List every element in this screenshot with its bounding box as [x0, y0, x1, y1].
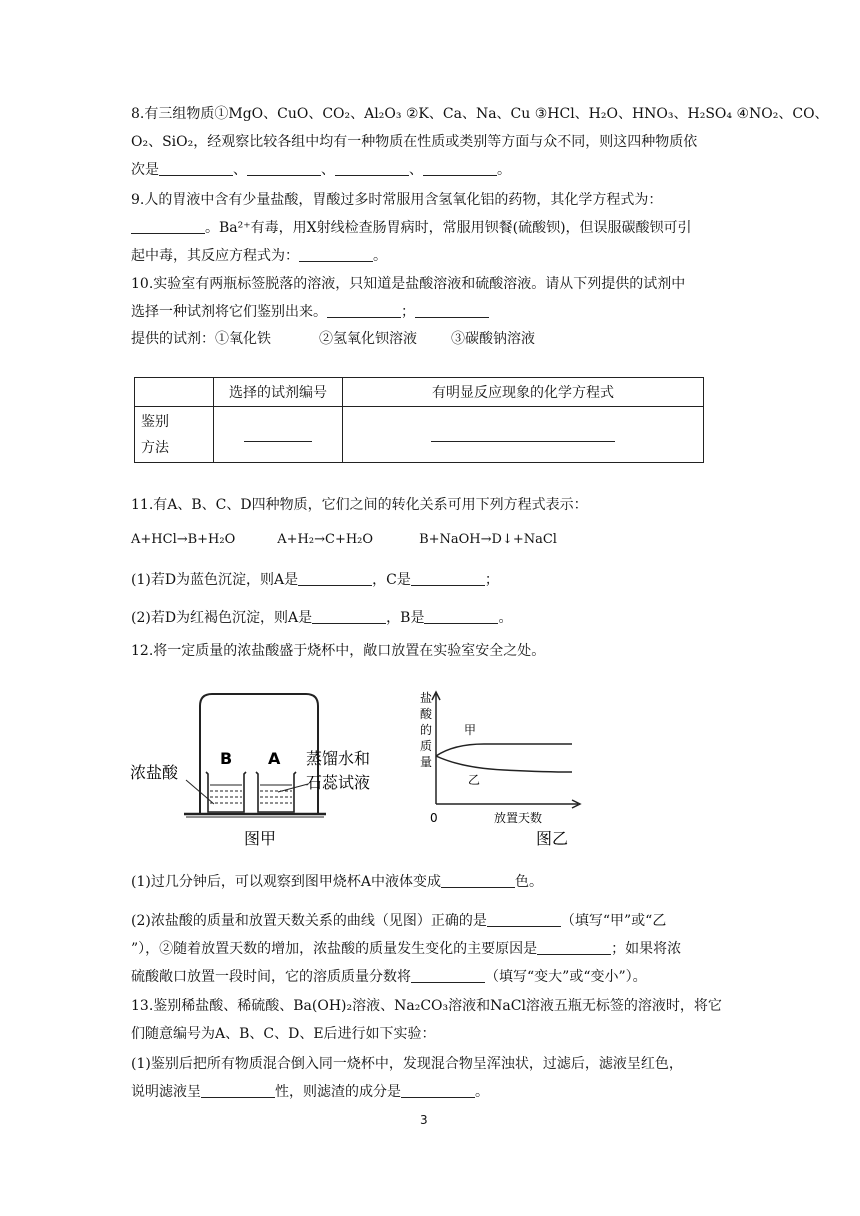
- q9-text: 起中毒，其反应方程式为：: [131, 248, 299, 264]
- q8-end: 。: [497, 162, 511, 178]
- answer-blank[interactable]: [401, 1083, 475, 1098]
- beaker-b: [206, 772, 246, 812]
- figure-yi: [414, 688, 584, 853]
- q11-end: 。: [498, 610, 513, 626]
- y-label-char: 质: [420, 739, 433, 753]
- answer-blank[interactable]: [424, 609, 498, 624]
- q12-end: 色。: [514, 874, 543, 890]
- equation-1: A+HCl→B+H₂O: [131, 532, 236, 547]
- reagents-line: [131, 325, 731, 353]
- q12-text: （填写“甲”或“乙: [560, 913, 667, 929]
- answer-blank[interactable]: [411, 968, 485, 983]
- caption-jia: 图甲: [244, 829, 277, 848]
- reagent-2: ②氢氧化钡溶液: [319, 331, 417, 347]
- curve-yi-label: 乙: [468, 773, 481, 787]
- q11-sub-1: [131, 566, 731, 594]
- question-8: [131, 100, 829, 184]
- question-12: [131, 637, 731, 665]
- q12-text: (2)浓盐酸的质量和放置天数关系的曲线（见图）正确的是: [131, 913, 487, 929]
- y-label-char: 盐: [420, 691, 433, 705]
- q10-line-2: [131, 298, 731, 326]
- q9-line-1: 9.人的胃液中含有少量盐酸，胃酸过多时常服用含氢氧化铝的药物，其化学方程式为：: [131, 192, 663, 208]
- y-label-char: 的: [420, 723, 433, 737]
- q12-text: (1)过几分钟后，可以观察到图甲烧杯A中液体变成: [131, 874, 441, 890]
- table-header-reagent: 选择的试剂编号: [214, 378, 343, 407]
- q13-sub-1-line-2: [131, 1078, 731, 1106]
- reagent-answer-cell[interactable]: [214, 407, 343, 463]
- q8-text: 次是: [131, 162, 159, 178]
- separator: 、: [321, 162, 335, 178]
- page-number: 3: [420, 1113, 428, 1127]
- curve-yi: [436, 756, 572, 772]
- q11-line-1: 11.有A、B、C、D四种物质，它们之间的转化关系可用下列方程式表示：: [131, 497, 588, 513]
- q11-text: (1)若D为蓝色沉淀，则A是: [131, 572, 299, 588]
- curve-jia-label: 甲: [464, 723, 477, 737]
- answer-blank[interactable]: [411, 571, 485, 586]
- answer-blank[interactable]: [312, 609, 386, 624]
- q12-sub-2-line-3: [131, 963, 731, 991]
- q13-text: 性，则滤渣的成分是: [275, 1084, 401, 1100]
- answer-blank[interactable]: [441, 873, 515, 888]
- q11-end: ；: [484, 572, 499, 588]
- q11-sub-2: [131, 604, 731, 632]
- answer-blank[interactable]: [431, 427, 615, 442]
- q13-line-1: 13.鉴别稀盐酸、稀硫酸、Ba(OH)₂溶液、Na₂CO₃溶液和NaCl溶液五瓶无标签的溶液时，将它: [131, 998, 722, 1014]
- q12-text: （填写“变大”或“变小”）。: [485, 969, 647, 985]
- label-water-1: 蒸馏水和: [306, 749, 371, 768]
- separator: ；: [401, 304, 415, 320]
- y-label-char: 酸: [420, 707, 433, 721]
- answer-blank[interactable]: [423, 161, 497, 176]
- q11-text: (2)若D为红褐色沉淀，则A是: [131, 610, 313, 626]
- answer-blank[interactable]: [247, 161, 321, 176]
- answer-blank[interactable]: [131, 219, 205, 234]
- q13-sub-1: [131, 1050, 731, 1106]
- q8-line-1: 8.有三组物质①MgO、CuO、CO₂、Al₂O₃ ②K、Ca、Na、Cu ③HCl、H₂O、HNO₃、H₂SO₄ ④NO₂、CO、: [131, 106, 829, 122]
- label-conc-hcl: 浓盐酸: [130, 763, 179, 782]
- answer-blank[interactable]: [327, 303, 401, 318]
- q12-sub-2-line-1: [131, 907, 731, 935]
- x-axis-label: 放置天数: [494, 811, 543, 825]
- q11-text: ，C是: [372, 572, 411, 588]
- separator: 、: [409, 162, 423, 178]
- question-10: [131, 270, 731, 326]
- beaker-a-label: A: [268, 749, 281, 768]
- beaker-b-label: B: [220, 749, 233, 768]
- q13-sub-1-line-1: (1)鉴别后把所有物质混合倒入同一烧杯中，发现混合物呈浑浊状，过滤后，滤液呈红色，: [131, 1056, 683, 1072]
- equation-answer-cell[interactable]: [343, 407, 704, 463]
- figure-jia: [128, 688, 398, 853]
- q11-equations: [131, 526, 731, 554]
- q12-sub-1: [131, 868, 731, 896]
- answer-blank[interactable]: [299, 247, 373, 262]
- q13-line-2: 们随意编号为A、B、C、D、E后进行如下实验：: [131, 1026, 436, 1042]
- q11-text: ，B是: [386, 610, 425, 626]
- q10-line-1: 10.实验室有两瓶标签脱落的溶液，只知道是盐酸溶液和硫酸溶液。请从下列提供的试剂中: [131, 276, 686, 292]
- question-9: [131, 186, 731, 270]
- q9-end: 。: [373, 248, 387, 264]
- q12-line-1: 12.将一定质量的浓盐酸盛于烧杯中，敞口放置在实验室安全之处。: [131, 643, 546, 659]
- reagent-3: ③碳酸钠溶液: [451, 331, 535, 347]
- q12-sub-2: [131, 907, 731, 991]
- q9-line-2: [131, 214, 731, 242]
- q13-text: 说明滤液呈: [131, 1084, 201, 1100]
- q12-text: ”），②随着放置天数的增加，浓盐酸的质量发生变化的主要原因是: [131, 941, 538, 957]
- separator: 、: [233, 162, 247, 178]
- bell-jar: [200, 694, 318, 814]
- table-side-label: [135, 407, 214, 463]
- label-water-2: 石蕊试液: [306, 773, 371, 792]
- q8-line-3: [131, 156, 731, 184]
- q9-line-3: [131, 242, 731, 270]
- answer-blank[interactable]: [244, 427, 312, 442]
- y-axis-label: [420, 690, 433, 769]
- answer-blank[interactable]: [415, 303, 489, 318]
- q11-sub-questions: [131, 566, 731, 632]
- reagents-label: 提供的试剂：: [131, 331, 215, 347]
- q10-text: 选择一种试剂将它们鉴别出来。: [131, 304, 327, 320]
- answer-blank[interactable]: [201, 1083, 275, 1098]
- answer-blank[interactable]: [159, 161, 233, 176]
- side-label-2: 方法: [141, 439, 169, 456]
- question-13: [131, 992, 731, 1048]
- answer-blank[interactable]: [298, 571, 372, 586]
- answer-blank[interactable]: [537, 940, 611, 955]
- table-corner-cell: [135, 378, 214, 407]
- question-11: [131, 491, 731, 519]
- q12-text: 硫酸敞口放置一段时间，它的溶质质量分数将: [131, 969, 411, 985]
- answer-blank[interactable]: [487, 912, 561, 927]
- equation-2: A+H₂→C+H₂O: [277, 532, 374, 547]
- caption-yi: 图乙: [536, 829, 569, 848]
- q9-text: 。Ba²⁺有毒，用X射线检查肠胃病时，常服用钡餐(硫酸钡)，但误服碳酸钡可引: [205, 220, 692, 236]
- y-label-char: 量: [420, 755, 433, 769]
- origin-label: 0: [430, 811, 438, 825]
- curve-jia: [436, 744, 572, 756]
- q8-line-2: O₂、SiO₂，经观察比较各组中均有一种物质在性质或类别等方面与众不同，则这四种物质依: [131, 134, 698, 150]
- beaker-a: [256, 772, 296, 812]
- reagent-1: ①氧化铁: [215, 331, 271, 347]
- identification-table: [134, 377, 704, 463]
- table-header-equation: 有明显反应现象的化学方程式: [343, 378, 704, 407]
- equation-3: B+NaOH→D↓+NaCl: [419, 532, 557, 547]
- q13-end: 。: [475, 1084, 489, 1100]
- answer-blank[interactable]: [335, 161, 409, 176]
- side-label-1: 鉴别: [141, 413, 169, 430]
- q12-sub-1-line: [131, 868, 731, 896]
- q12-sub-2-line-2: [131, 935, 731, 963]
- q12-text: ；如果将浓: [611, 941, 682, 957]
